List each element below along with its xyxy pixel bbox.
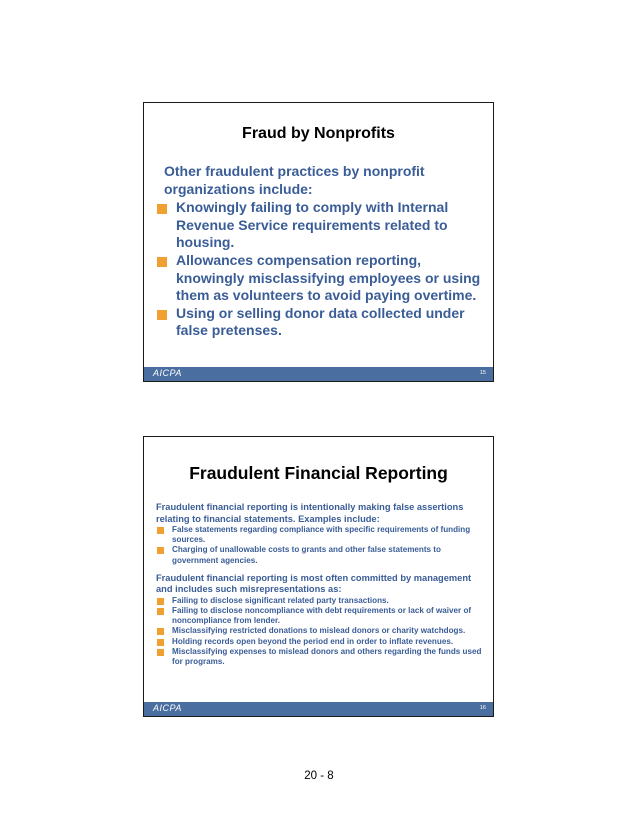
square-bullet-icon xyxy=(157,598,164,605)
spacer xyxy=(156,566,486,573)
slide-footer-bar xyxy=(144,702,493,716)
square-bullet-icon xyxy=(157,204,167,214)
bullet-text: Allowances compensation reporting, knowingly misclassifying employees or using them as volunteers to avoid paying overtime. xyxy=(176,251,481,304)
slide-number: 16 xyxy=(479,705,486,711)
aicpa-logo: AICPA xyxy=(153,703,182,713)
bullet-text: Failing to disclose significant related party transactions. xyxy=(172,595,389,605)
slide-footer-bar xyxy=(144,367,493,381)
square-bullet-icon xyxy=(157,310,167,320)
bullet-item xyxy=(156,596,486,606)
square-bullet-icon xyxy=(157,628,164,635)
bullet-item xyxy=(156,626,486,636)
slide-body xyxy=(156,163,486,340)
square-bullet-icon xyxy=(157,547,164,554)
bullet-text: False statements regarding compliance with specific requirements of funding sources. xyxy=(172,525,471,545)
intro-text: Other fraudulent practices by nonprofit organizations include: xyxy=(164,163,425,197)
square-bullet-icon xyxy=(157,257,167,267)
paragraph-text: Fraudulent financial reporting is most often committed by management and includes such misrepresentations as: xyxy=(156,572,472,595)
bullet-item xyxy=(156,606,486,626)
slide-body xyxy=(156,502,486,667)
paragraph-text: Fraudulent financial reporting is intentionally making false assertions relating to financial statements. Examples include: xyxy=(156,502,464,524)
aicpa-logo: AICPA xyxy=(153,368,182,378)
slide-fraud-by-nonprofits xyxy=(143,102,494,382)
page-number-footer: 20 - 8 xyxy=(304,770,334,782)
square-bullet-icon xyxy=(157,608,164,615)
bullet-item xyxy=(156,637,486,647)
bullet-text: Charging of unallowable costs to grants and other false statements to government agencies. xyxy=(172,545,441,565)
slide-title: Fraud by Nonprofits xyxy=(242,125,395,142)
bullet-item xyxy=(156,252,486,305)
bullet-text: Holding records open beyond the period end in order to inflate revenues. xyxy=(172,636,454,646)
square-bullet-icon xyxy=(157,649,164,656)
bullet-text: Misclassifying expenses to mislead donors and others regarding the funds used for programs. xyxy=(172,646,482,667)
bullet-text: Failing to disclose noncompliance with debt requirements or lack of waiver of noncompliance from lender. xyxy=(172,606,472,626)
bullet-item xyxy=(156,199,486,252)
bullet-text: Misclassifying restricted donations to mislead donors or charity watchdogs. xyxy=(172,626,466,636)
bullet-item xyxy=(156,525,486,545)
bullet-item xyxy=(156,545,486,565)
slide-fraudulent-financial-reporting xyxy=(143,436,494,717)
bullet-item xyxy=(156,305,486,340)
bullet-text: Using or selling donor data collected under false pretenses. xyxy=(176,304,465,339)
slide-title: Fraudulent Financial Reporting xyxy=(189,463,448,483)
bullet-item xyxy=(156,647,486,667)
square-bullet-icon xyxy=(157,527,164,534)
square-bullet-icon xyxy=(157,639,164,646)
slide-number: 15 xyxy=(479,370,486,376)
bullet-text: Knowingly failing to comply with Internal Revenue Service requirements related to housing. xyxy=(176,199,449,251)
